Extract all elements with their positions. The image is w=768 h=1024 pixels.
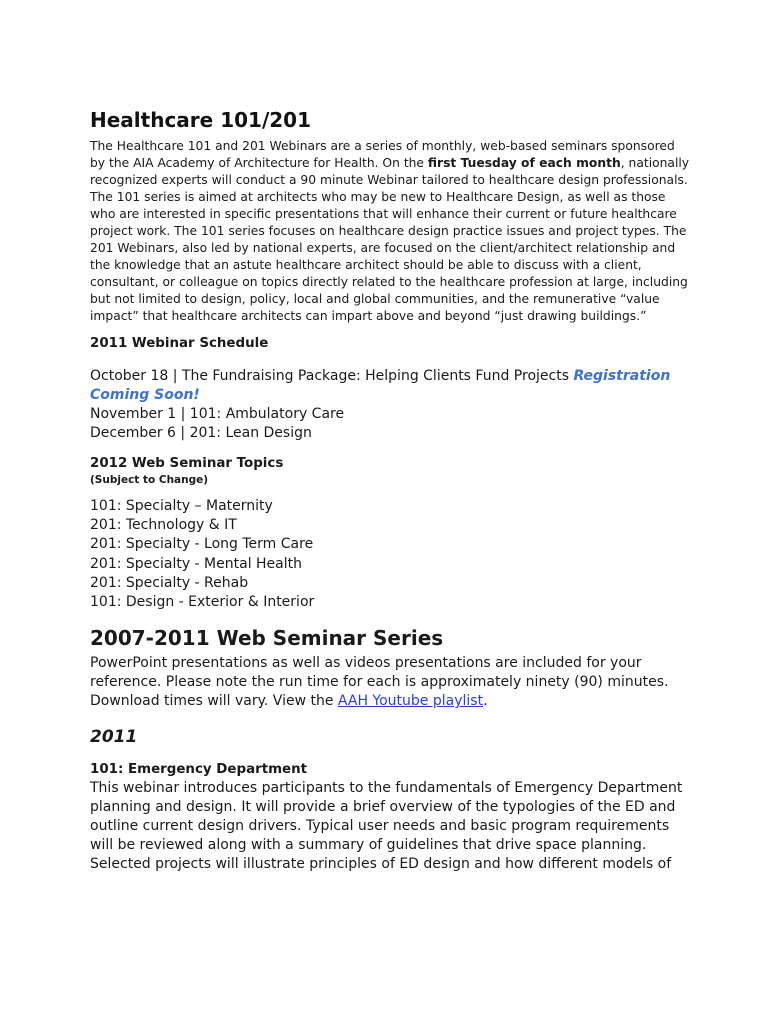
- list-item: 101: Design - Exterior & Interior: [90, 594, 315, 611]
- intro-paragraph: [90, 138, 690, 325]
- intro-bold-text: first Tuesday of each month: [427, 156, 621, 170]
- series-intro-period: .: [483, 693, 488, 710]
- list-item: 101: Specialty – Maternity: [90, 498, 273, 514]
- year-heading-2011: 2011: [90, 727, 138, 748]
- list-item: 201: Specialty - Rehab: [90, 574, 249, 591]
- document-page: [90, 106, 690, 874]
- topics-list: [90, 497, 690, 612]
- intro-text-2: , nationally recognized experts will conduct a 90 minute Webinar tailored to healthcare design professionals. The 101 series is aimed at architects who may be new to Healthcare Design, as well as those who are interested in specific presentations that will enhance their current or future healthcare project work. The 101 series focuses on healthcare design practice issues and project types. The 201 Webinars, also led by national experts, are focused on the client/architect relationship and the knowledge that an astute healthcare architect should be able to discuss with a client, consultant, or colleague on topics directly related to the healthcare profession at large, including but not limited to design, policy, local and global communities, and the remunerative “value impact” that healthcare architects can impart above and beyond “just drawing buildings.”: [90, 156, 690, 323]
- series-heading: 2007-2011 Web Seminar Series: [90, 626, 444, 651]
- emergency-department-description: This webinar introduces participants to the fundamentals of Emergency Department planning and design. It will provide a brief overview of the typologies of the ED and outline current design drivers. Typical user needs and basic program requirements will be reviewed along with a summary of guidelines that drive space planning. Selected projects will illustrate principles of ED design and how different models of: [90, 780, 683, 873]
- list-item: 201: Specialty - Long Term Care: [90, 536, 314, 553]
- schedule-item-october: [90, 367, 690, 405]
- schedule-item-text: October 18 | The Fundraising Package: Helping Clients Fund Projects: [90, 368, 574, 384]
- topics-heading: 2012 Web Seminar Topics: [90, 456, 284, 471]
- list-item: 201: Specialty - Mental Health: [90, 555, 303, 572]
- schedule-item-december: December 6 | 201: Lean Design: [90, 425, 312, 441]
- schedule-item-november: November 1 | 101: Ambulatory Care: [90, 406, 345, 422]
- schedule-heading: 2011 Webinar Schedule: [90, 336, 269, 351]
- schedule-list: [90, 367, 690, 443]
- topics-note: (Subject to Change): [90, 474, 209, 486]
- intro-text-1: The Healthcare 101 and 201 Webinars are a series of monthly, web-based seminars sponsored by the AIA Academy of Architecture for Health. On the: [90, 139, 675, 170]
- series-intro: [90, 654, 690, 711]
- list-item: 201: Technology & IT: [90, 517, 237, 534]
- emergency-department-title: 101: Emergency Department: [90, 762, 308, 778]
- youtube-playlist-link[interactable]: AAH Youtube playlist: [337, 693, 484, 710]
- series-intro-text: PowerPoint presentations as well as videos presentations are included for your reference. Please note the run time for each is approximately ninety (90) minutes. Download times will vary. View the: [90, 655, 669, 710]
- registration-note: Registration Coming Soon!: [90, 368, 671, 403]
- page-title: Healthcare 101/201: [90, 108, 311, 132]
